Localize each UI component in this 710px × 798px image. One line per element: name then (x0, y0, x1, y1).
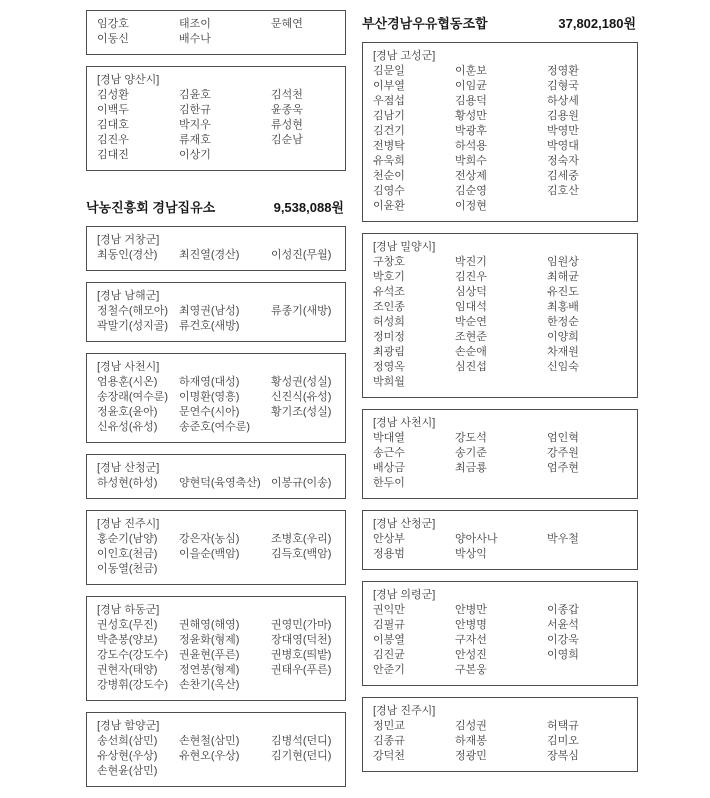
region-box (362, 409, 638, 499)
name-grid (97, 734, 335, 779)
donor-name: 조병호(우리) (271, 533, 332, 545)
donor-name: 정철수(해모아) (97, 305, 169, 317)
name-grid (97, 618, 335, 693)
donor-name: 허성희 (373, 316, 405, 328)
region-label: [경남 하동군] (97, 604, 160, 616)
donor-name: 태조이 (179, 18, 211, 30)
name-grid (373, 719, 627, 764)
donor-name: 이훈보 (455, 65, 487, 77)
donor-name: 류건호(새방) (179, 320, 240, 332)
donor-name: 조인종 (373, 301, 405, 313)
name-grid (97, 304, 335, 334)
donor-name: 정민교 (373, 720, 405, 732)
donor-name: 이봉규(이송) (271, 477, 332, 489)
donor-name: 안병명 (455, 619, 487, 631)
donor-name: 엄인혁 (547, 432, 579, 444)
donor-name: 심상덕 (455, 286, 487, 298)
donor-name: 구본웅 (455, 664, 487, 676)
region-box (86, 454, 346, 499)
donor-name: 김남기 (373, 110, 405, 122)
donor-name: 박순연 (455, 316, 487, 328)
name-grid (373, 431, 627, 491)
donor-name: 장대영(덕천) (271, 634, 332, 646)
donor-name: 김진우 (97, 134, 129, 146)
donor-name: 강주원 (547, 447, 579, 459)
donor-name: 서윤석 (547, 619, 579, 631)
region-box (86, 282, 346, 342)
region-box (362, 233, 638, 398)
donor-name: 이영희 (547, 649, 579, 661)
donor-name: 차재원 (547, 346, 579, 358)
donor-name: 김문일 (373, 65, 405, 77)
donor-name: 박영만 (547, 125, 579, 137)
donor-name: 이상기 (179, 149, 211, 161)
donor-name: 정용범 (373, 548, 405, 560)
donor-name: 이동신 (97, 33, 129, 45)
donor-name: 김진균 (373, 649, 405, 661)
donor-name: 박상익 (455, 548, 487, 560)
section-header (362, 13, 636, 32)
region-box (362, 42, 638, 222)
region-box (86, 353, 346, 443)
donor-name: 한정순 (547, 316, 579, 328)
donor-name: 정연봉(형제) (179, 664, 240, 676)
name-grid (97, 476, 335, 491)
donor-name: 문혜연 (271, 18, 303, 30)
donor-name: 유진도 (547, 286, 579, 298)
donor-name: 김순남 (271, 134, 303, 146)
donor-name: 김석천 (271, 89, 303, 101)
donor-name: 권영민(가마) (271, 619, 332, 631)
donor-name: 김형국 (547, 80, 579, 92)
donor-name: 박춘봉(양보) (97, 634, 158, 646)
region-label: [경남 사천시] (97, 361, 160, 373)
donor-name: 강도석 (455, 432, 487, 444)
donor-name: 임강호 (97, 18, 129, 30)
donor-name: 최금룡 (455, 462, 487, 474)
donor-name: 정미정 (373, 331, 405, 343)
donor-name: 문연수(시아) (179, 406, 240, 418)
donor-name: 최동인(경산) (97, 249, 158, 261)
donor-name: 최광림 (373, 346, 405, 358)
donor-name: 조현준 (455, 331, 487, 343)
region-label: [경남 사천시] (373, 417, 436, 429)
donor-name: 박희수 (455, 155, 487, 167)
region-label: [경남 거창군] (97, 234, 160, 246)
donor-name: 권성호(무진) (97, 619, 158, 631)
donor-name: 강덕천 (373, 750, 405, 762)
donor-name: 하상세 (547, 95, 579, 107)
donor-name: 임대석 (455, 301, 487, 313)
donor-name: 곽말기(성지골) (97, 320, 169, 332)
name-grid (97, 375, 335, 435)
region-box (362, 581, 638, 686)
region-box (86, 712, 346, 787)
region-label: [경남 진주시] (97, 518, 160, 530)
donor-name: 이부열 (373, 80, 405, 92)
donor-name: 우점섭 (373, 95, 405, 107)
donor-name: 이강욱 (547, 634, 579, 646)
donor-name: 이을순(백암) (179, 548, 240, 560)
donor-name: 배상금 (373, 462, 405, 474)
donor-name: 유욱희 (373, 155, 405, 167)
donor-name: 김순영 (455, 185, 487, 197)
region-label: [경남 의령군] (373, 589, 436, 601)
donor-name: 김미오 (547, 735, 579, 747)
donor-name: 유석조 (373, 286, 405, 298)
donor-name: 황성권(성실) (271, 376, 332, 388)
name-grid (373, 255, 627, 390)
donor-name: 권윤현(푸른) (179, 649, 240, 661)
left-column (86, 10, 346, 798)
donor-name: 유상현(우상) (97, 750, 158, 762)
donor-name: 최영권(남성) (179, 305, 240, 317)
donor-name: 권해영(해영) (179, 619, 240, 631)
donor-name: 하석용 (455, 140, 487, 152)
organization-title: 낙농진흥회 경남집유소 (86, 200, 216, 215)
donor-name: 장복심 (547, 750, 579, 762)
donor-name: 정숙자 (547, 155, 579, 167)
donor-name: 권현자(태양) (97, 664, 158, 676)
donor-name: 김대진 (97, 149, 129, 161)
donor-name: 손찬기(옥산) (179, 679, 240, 691)
donor-name: 김진우 (455, 271, 487, 283)
donor-name: 권병호(띄밭) (271, 649, 332, 661)
donor-name: 이봉열 (373, 634, 405, 646)
donor-name: 김득호(백암) (271, 548, 332, 560)
donor-name: 안상부 (373, 533, 405, 545)
donor-name: 정광민 (455, 750, 487, 762)
donor-name: 류성현 (271, 119, 303, 131)
donor-name: 강은자(농심) (179, 533, 240, 545)
donor-name: 박희월 (373, 376, 405, 388)
region-box (362, 510, 638, 570)
name-grid (97, 88, 335, 163)
donor-name: 이종갑 (547, 604, 579, 616)
donor-name: 이동열(천금) (97, 563, 158, 575)
donor-name: 정윤호(윤아) (97, 406, 158, 418)
donor-name: 김성환 (97, 89, 129, 101)
donor-name: 김필규 (373, 619, 405, 631)
donor-name: 양아사나 (455, 533, 498, 545)
donor-name: 엄용훈(시온) (97, 376, 158, 388)
donor-name: 김세중 (547, 170, 579, 182)
donor-name: 김건기 (373, 125, 405, 137)
donor-name: 송선희(삼민) (97, 735, 158, 747)
donor-name: 박호기 (373, 271, 405, 283)
donor-name: 구자선 (455, 634, 487, 646)
name-grid (97, 17, 335, 47)
donor-name: 전병탁 (373, 140, 405, 152)
donor-name: 손현철(삼민) (179, 735, 240, 747)
region-box (362, 697, 638, 772)
donor-name: 김영수 (373, 185, 405, 197)
region-label: [경남 산청군] (373, 518, 436, 530)
donation-amount: 9,538,088원 (273, 200, 344, 215)
donor-name: 홍순기(남양) (97, 533, 158, 545)
donor-name: 권익만 (373, 604, 405, 616)
section-header (86, 197, 344, 216)
donor-name: 이명환(영흥) (179, 391, 240, 403)
donor-name: 강병휘(강도수) (97, 679, 169, 691)
donor-name: 이성진(무월) (271, 249, 332, 261)
name-grid (97, 248, 335, 263)
donor-name: 이임균 (455, 80, 487, 92)
region-label: [경남 남해군] (97, 290, 160, 302)
name-grid (373, 64, 627, 214)
donor-name: 김호산 (547, 185, 579, 197)
donor-name: 송근수 (373, 447, 405, 459)
donor-name: 안준기 (373, 664, 405, 676)
name-grid (373, 603, 627, 678)
region-label: [경남 함양군] (97, 720, 160, 732)
donor-name: 김기현(던디) (271, 750, 332, 762)
donor-name: 황기조(성실) (271, 406, 332, 418)
donor-name: 이정현 (455, 200, 487, 212)
donor-name: 구창호 (373, 256, 405, 268)
donor-name: 최진열(경산) (179, 249, 240, 261)
donor-name: 김병석(던디) (271, 735, 332, 747)
donor-name: 신진식(유성) (271, 391, 332, 403)
donor-name: 안병만 (455, 604, 487, 616)
donor-name: 이윤환 (373, 200, 405, 212)
donor-name: 황성만 (455, 110, 487, 122)
donor-name: 박광후 (455, 125, 487, 137)
region-label: [경남 진주시] (373, 705, 436, 717)
donor-name: 김성권 (455, 720, 487, 732)
donor-name: 양현덕(육영축산) (179, 477, 261, 489)
donor-name: 김용원 (547, 110, 579, 122)
donor-name: 전상제 (455, 170, 487, 182)
donor-name: 하재영(대성) (179, 376, 240, 388)
donor-name: 정영환 (547, 65, 579, 77)
donor-name: 이백두 (97, 104, 129, 116)
donor-name: 류종기(새방) (271, 305, 332, 317)
donor-name: 송준호(여수룬) (179, 421, 251, 433)
donor-name: 최해균 (547, 271, 579, 283)
donor-name: 박지우 (179, 119, 211, 131)
donor-name: 김윤호 (179, 89, 211, 101)
donor-name: 김한규 (179, 104, 211, 116)
donor-name: 유현오(우상) (179, 750, 240, 762)
donor-name: 배수나 (179, 33, 211, 45)
donor-name: 임원상 (547, 256, 579, 268)
donor-name: 최홍배 (547, 301, 579, 313)
donor-name: 박우철 (547, 533, 579, 545)
donor-name: 윤종욱 (271, 104, 303, 116)
donor-name: 박영대 (547, 140, 579, 152)
name-grid (373, 532, 627, 562)
donor-name: 손현윤(삼민) (97, 765, 158, 777)
donor-name: 류재호 (179, 134, 211, 146)
donation-amount: 37,802,180원 (558, 16, 636, 31)
donor-name: 권태우(푸른) (271, 664, 332, 676)
right-column (362, 5, 638, 783)
region-box (86, 10, 346, 55)
name-grid (97, 532, 335, 577)
donor-name: 이양희 (547, 331, 579, 343)
donor-name: 엄주현 (547, 462, 579, 474)
donor-name: 박대열 (373, 432, 405, 444)
donor-name: 김용덕 (455, 95, 487, 107)
donor-name: 정윤화(형제) (179, 634, 240, 646)
region-box (86, 66, 346, 171)
donor-name: 김대호 (97, 119, 129, 131)
donor-name: 신유성(유성) (97, 421, 158, 433)
donor-name: 이인호(천금) (97, 548, 158, 560)
donor-name: 송장래(여수룬) (97, 391, 169, 403)
donor-name: 정영옥 (373, 361, 405, 373)
donor-name: 천순이 (373, 170, 405, 182)
organization-title: 부산경남우유협동조합 (362, 16, 488, 31)
region-box (86, 596, 346, 701)
region-label: [경남 양산시] (97, 74, 160, 86)
region-label: [경남 밀양시] (373, 241, 436, 253)
region-box (86, 226, 346, 271)
donor-name: 김종규 (373, 735, 405, 747)
donor-name: 강도수(강도수) (97, 649, 169, 661)
region-label: [경남 산청군] (97, 462, 160, 474)
region-box (86, 510, 346, 585)
donor-name: 신임숙 (547, 361, 579, 373)
donor-name: 안성진 (455, 649, 487, 661)
donor-name: 하성현(하성) (97, 477, 158, 489)
region-label: [경남 고성군] (373, 50, 436, 62)
donor-name: 송기준 (455, 447, 487, 459)
donor-name: 손순애 (455, 346, 487, 358)
donor-name: 심진섭 (455, 361, 487, 373)
donor-name: 한두이 (373, 477, 405, 489)
donor-name: 박진기 (455, 256, 487, 268)
donor-name: 하재봉 (455, 735, 487, 747)
donor-name: 허택규 (547, 720, 579, 732)
